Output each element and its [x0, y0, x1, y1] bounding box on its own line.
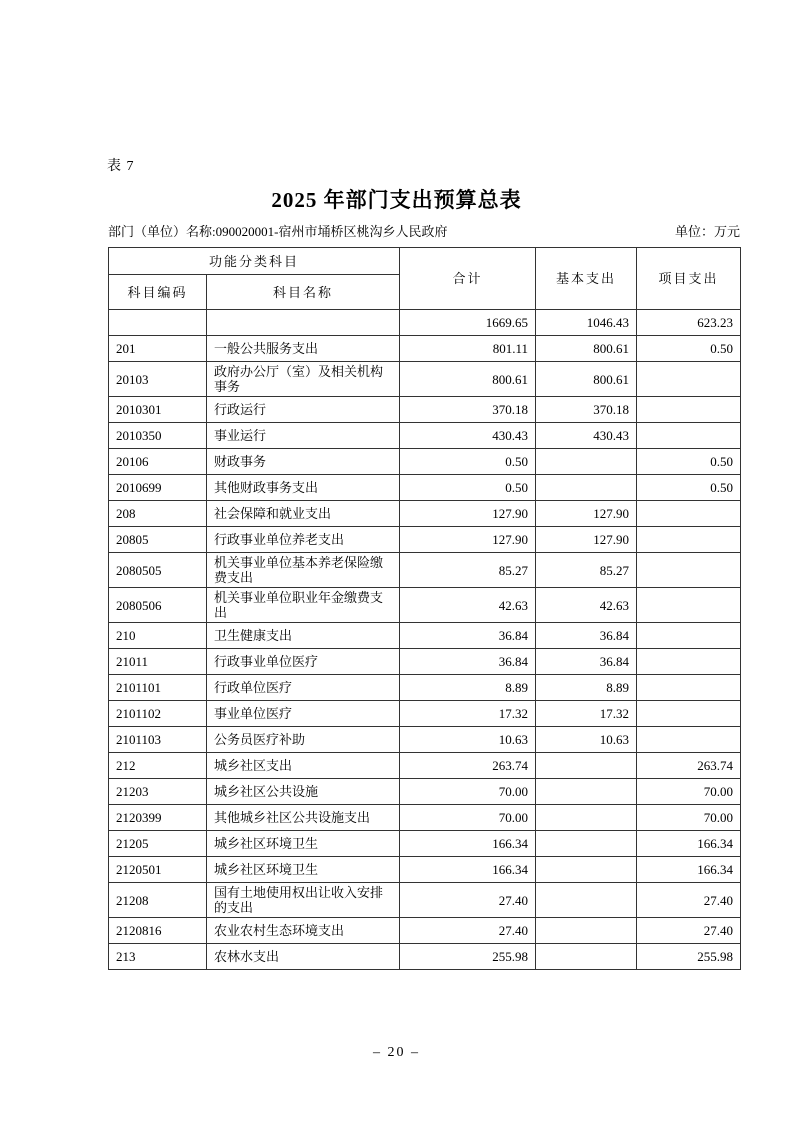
- cell-subject-name: 行政单位医疗: [207, 675, 400, 701]
- cell-subject-code: 213: [109, 944, 207, 970]
- budget-summary-table: [108, 247, 741, 970]
- table-row: [109, 857, 741, 883]
- cell-total: 166.34: [400, 857, 536, 883]
- cell-subject-code: 208: [109, 501, 207, 527]
- meta-row: [108, 221, 740, 240]
- header-subject-name: 科目名称: [207, 275, 400, 310]
- cell-subject-code: 2010350: [109, 423, 207, 449]
- cell-project: 0.50: [637, 449, 741, 475]
- cell-total: 127.90: [400, 501, 536, 527]
- cell-subject-name: 城乡社区公共设施: [207, 779, 400, 805]
- cell-project: [637, 397, 741, 423]
- table-row: [109, 701, 741, 727]
- cell-project: [637, 701, 741, 727]
- cell-subject-name: 农林水支出: [207, 944, 400, 970]
- cell-basic: 85.27: [536, 553, 637, 588]
- table-row: [109, 553, 741, 588]
- cell-subject-code: [109, 310, 207, 336]
- cell-subject-code: 21205: [109, 831, 207, 857]
- cell-basic: [536, 857, 637, 883]
- cell-subject-code: 2010699: [109, 475, 207, 501]
- cell-basic: 17.32: [536, 701, 637, 727]
- cell-subject-code: 2101101: [109, 675, 207, 701]
- header-subject-code: 科目编码: [109, 275, 207, 310]
- cell-total: 127.90: [400, 527, 536, 553]
- cell-project: [637, 423, 741, 449]
- cell-total: 0.50: [400, 449, 536, 475]
- cell-total: 800.61: [400, 362, 536, 397]
- cell-subject-name: 政府办公厅（室）及相关机构事务: [207, 362, 400, 397]
- cell-basic: [536, 449, 637, 475]
- cell-basic: [536, 475, 637, 501]
- table-row: [109, 501, 741, 527]
- cell-subject-code: 210: [109, 623, 207, 649]
- unit-label: 单位：万元: [674, 224, 740, 239]
- table-header-row-1: [109, 248, 741, 275]
- cell-basic: [536, 883, 637, 918]
- cell-basic: 36.84: [536, 649, 637, 675]
- cell-subject-name: 其他城乡社区公共设施支出: [207, 805, 400, 831]
- table-row: [109, 449, 741, 475]
- cell-project: 166.34: [637, 857, 741, 883]
- cell-subject-code: 20106: [109, 449, 207, 475]
- table-row: [109, 918, 741, 944]
- cell-basic: 127.90: [536, 527, 637, 553]
- cell-basic: 1046.43: [536, 310, 637, 336]
- page-number: – 20 –: [373, 1045, 420, 1060]
- cell-total: 36.84: [400, 623, 536, 649]
- department-name-label: 部门（单位）名称:090020001-宿州市埇桥区桃沟乡人民政府: [108, 224, 448, 239]
- cell-basic: [536, 753, 637, 779]
- table-row: [109, 336, 741, 362]
- table-row: [109, 423, 741, 449]
- cell-subject-name: 事业运行: [207, 423, 400, 449]
- cell-total: 10.63: [400, 727, 536, 753]
- table-row: [109, 753, 741, 779]
- table-row: [109, 779, 741, 805]
- cell-subject-name: 行政事业单位医疗: [207, 649, 400, 675]
- cell-project: [637, 362, 741, 397]
- cell-project: 0.50: [637, 336, 741, 362]
- cell-basic: [536, 944, 637, 970]
- cell-project: [637, 588, 741, 623]
- cell-subject-name: 城乡社区支出: [207, 753, 400, 779]
- cell-total: 430.43: [400, 423, 536, 449]
- cell-subject-name: 财政事务: [207, 449, 400, 475]
- cell-subject-code: 21011: [109, 649, 207, 675]
- cell-total: 1669.65: [400, 310, 536, 336]
- cell-basic: 42.63: [536, 588, 637, 623]
- cell-basic: [536, 831, 637, 857]
- cell-subject-name: 公务员医疗补助: [207, 727, 400, 753]
- cell-subject-code: 20103: [109, 362, 207, 397]
- cell-basic: 10.63: [536, 727, 637, 753]
- cell-project: 70.00: [637, 805, 741, 831]
- cell-basic: 127.90: [536, 501, 637, 527]
- cell-subject-name: 行政事业单位养老支出: [207, 527, 400, 553]
- cell-total: 27.40: [400, 918, 536, 944]
- header-project-expenditure: 项目支出: [637, 248, 741, 310]
- header-total: 合计: [400, 248, 536, 310]
- cell-basic: 430.43: [536, 423, 637, 449]
- cell-project: [637, 501, 741, 527]
- cell-project: 263.74: [637, 753, 741, 779]
- cell-basic: 8.89: [536, 675, 637, 701]
- cell-subject-name: 国有土地使用权出让收入安排的支出: [207, 883, 400, 918]
- cell-subject-name: 卫生健康支出: [207, 623, 400, 649]
- cell-total: 70.00: [400, 805, 536, 831]
- cell-basic: 800.61: [536, 336, 637, 362]
- cell-project: 0.50: [637, 475, 741, 501]
- cell-project: 255.98: [637, 944, 741, 970]
- cell-total: 27.40: [400, 883, 536, 918]
- cell-subject-code: 201: [109, 336, 207, 362]
- cell-basic: 370.18: [536, 397, 637, 423]
- cell-project: [637, 649, 741, 675]
- cell-basic: [536, 918, 637, 944]
- table-row: [109, 527, 741, 553]
- table-row: [109, 588, 741, 623]
- cell-basic: [536, 779, 637, 805]
- header-basic-expenditure: 基本支出: [536, 248, 637, 310]
- cell-project: [637, 553, 741, 588]
- table-row: [109, 649, 741, 675]
- cell-basic: 36.84: [536, 623, 637, 649]
- cell-total: 36.84: [400, 649, 536, 675]
- cell-subject-code: 20805: [109, 527, 207, 553]
- table-row: [109, 883, 741, 918]
- cell-subject-code: 2101103: [109, 727, 207, 753]
- cell-project: [637, 527, 741, 553]
- cell-project: [637, 675, 741, 701]
- cell-subject-name: 其他财政事务支出: [207, 475, 400, 501]
- cell-subject-name: 城乡社区环境卫生: [207, 857, 400, 883]
- cell-subject-code: 21203: [109, 779, 207, 805]
- cell-project: 623.23: [637, 310, 741, 336]
- cell-project: 70.00: [637, 779, 741, 805]
- cell-subject-code: 2080506: [109, 588, 207, 623]
- page-title: 2025 年部门支出预算总表: [271, 188, 522, 212]
- cell-subject-code: 212: [109, 753, 207, 779]
- table-row: [109, 475, 741, 501]
- cell-subject-code: 2010301: [109, 397, 207, 423]
- cell-subject-code: 21208: [109, 883, 207, 918]
- cell-subject-code: 2080505: [109, 553, 207, 588]
- table-number-label: 表 7: [107, 159, 135, 174]
- cell-subject-name: 行政运行: [207, 397, 400, 423]
- cell-total: 42.63: [400, 588, 536, 623]
- cell-subject-name: 农业农村生态环境支出: [207, 918, 400, 944]
- table-row: [109, 362, 741, 397]
- table-row: [109, 831, 741, 857]
- cell-total: 8.89: [400, 675, 536, 701]
- table-row: [109, 310, 741, 336]
- cell-project: [637, 623, 741, 649]
- cell-total: 17.32: [400, 701, 536, 727]
- cell-total: 70.00: [400, 779, 536, 805]
- cell-subject-code: 2120816: [109, 918, 207, 944]
- cell-subject-name: 事业单位医疗: [207, 701, 400, 727]
- table-row: [109, 397, 741, 423]
- cell-subject-name: 机关事业单位职业年金缴费支出: [207, 588, 400, 623]
- cell-basic: 800.61: [536, 362, 637, 397]
- table-row: [109, 944, 741, 970]
- table-row: [109, 623, 741, 649]
- table-row: [109, 727, 741, 753]
- header-function-category: 功能分类科目: [109, 248, 400, 275]
- cell-total: 166.34: [400, 831, 536, 857]
- cell-basic: [536, 805, 637, 831]
- cell-subject-name: 一般公共服务支出: [207, 336, 400, 362]
- cell-subject-name: 城乡社区环境卫生: [207, 831, 400, 857]
- cell-total: 801.11: [400, 336, 536, 362]
- cell-total: 370.18: [400, 397, 536, 423]
- cell-total: 255.98: [400, 944, 536, 970]
- cell-total: 85.27: [400, 553, 536, 588]
- cell-subject-name: [207, 310, 400, 336]
- cell-subject-name: 社会保障和就业支出: [207, 501, 400, 527]
- cell-project: 27.40: [637, 883, 741, 918]
- cell-subject-name: 机关事业单位基本养老保险缴费支出: [207, 553, 400, 588]
- cell-total: 0.50: [400, 475, 536, 501]
- cell-subject-code: 2120399: [109, 805, 207, 831]
- cell-project: [637, 727, 741, 753]
- cell-subject-code: 2101102: [109, 701, 207, 727]
- table-row: [109, 675, 741, 701]
- cell-project: 27.40: [637, 918, 741, 944]
- cell-total: 263.74: [400, 753, 536, 779]
- cell-subject-code: 2120501: [109, 857, 207, 883]
- cell-project: 166.34: [637, 831, 741, 857]
- table-row: [109, 805, 741, 831]
